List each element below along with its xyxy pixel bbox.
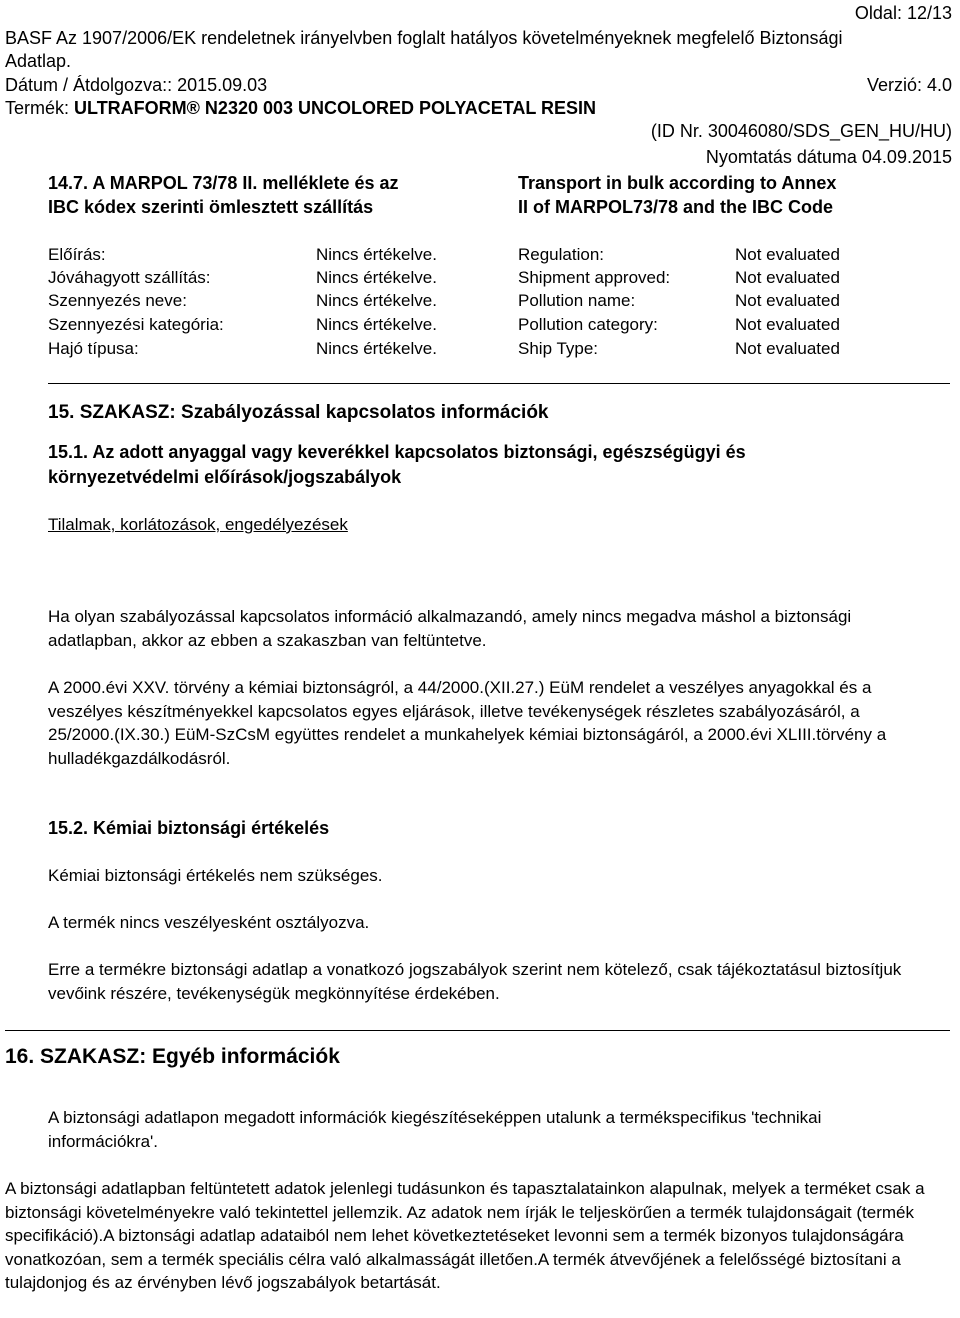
disclaimer-paragraph: A biztonsági adatlapban feltüntetett adatok jelenlegi tudásunkon és tapasztalatainkon alapulnak, melyek a terméket csak a biztonsági követelményekre való tekintettel jellemzik. Az adatok nem írják le teljeskörűen a termék tulajdonságait (termék specifikáció).A biztonsági adatlap adataiból nem lehet következtetéseket levonni sem a termék bizonyos tulajdonságára vonatkozóan, sem a termék speciális célra való alkalmasságát illetően.A termék átvevőjének a felelősségé biztosítani a tulajdonjog és az érvényben lévő jogszabályok betartását. [5, 1179, 925, 1292]
en-value: Not evaluated [735, 268, 840, 287]
header-id-number: (ID Nr. 30046080/SDS_GEN_HU/HU) [650, 121, 952, 141]
product-name: ULTRAFORM® N2320 003 UNCOLORED POLYACETAL RESIN [74, 98, 597, 118]
voluntary-sds-note: Erre a termékre biztonsági adatlap a vonatkozó jogszabályok szerint nem kötelező, csak tájékoztatásul biztosítjuk vevőink részére, tevékenységük megkönnyítése érdekében. [48, 960, 902, 1003]
subsection-15-1-title-1: 15.1. Az adott anyaggal vagy keverékkel kapcsolatos biztonsági, egészségügyi és [48, 442, 746, 462]
en-value: Not evaluated [735, 315, 840, 334]
en-label: Regulation: [518, 245, 605, 264]
section-16-divider [5, 1030, 950, 1031]
en-label: Pollution name: [518, 291, 636, 310]
header-line-2: Adatlap. [5, 51, 72, 71]
hu-label: Jóváhagyott szállítás: [48, 268, 211, 287]
marpol-heading-en-2: II of MARPOL73/78 and the IBC Code [518, 197, 834, 217]
header-product [5, 97, 596, 120]
en-value: Not evaluated [735, 339, 840, 358]
section-16-title: 16. SZAKASZ: Egyéb információk [5, 1045, 340, 1068]
hu-value: Nincs értékelve. [316, 245, 437, 264]
technical-info-note: A biztonsági adatlapon megadott információk kiegészítéseképpen utalunk a termékspecifikus 'technikai információkra'. [48, 1108, 822, 1151]
en-label: Pollution category: [518, 315, 658, 334]
hu-label: Szennyezés neve: [48, 291, 187, 310]
en-label: Shipment approved: [518, 268, 671, 287]
hu-label: Hajó típusa: [48, 339, 139, 358]
en-value: Not evaluated [735, 291, 840, 310]
en-label: Ship Type: [518, 339, 599, 358]
en-value: Not evaluated [735, 245, 840, 264]
section-15-divider [48, 383, 950, 384]
header-print-date: Nyomtatás dátuma 04.09.2015 [705, 147, 952, 167]
classification-note: A termék nincs veszélyesként osztályozva. [48, 913, 370, 932]
subsection-15-1-title-2: környezetvédelmi előírások/jogszabályok [48, 467, 402, 487]
section-15-title: 15. SZAKASZ: Szabályozással kapcsolatos információk [48, 402, 549, 423]
header-date: Dátum / Átdolgozva:: 2015.09.03 [5, 75, 268, 95]
marpol-heading-en-1: Transport in bulk according to Annex [518, 173, 837, 193]
regulation-note: Ha olyan szabályozással kapcsolatos információ alkalmazandó, amely nincs megadva máshol a biztonsági adatlapban, akkor az ebben a szakaszban van feltüntetve. [48, 607, 852, 650]
hu-value: Nincs értékelve. [316, 339, 437, 358]
marpol-heading-hu-2: IBC kódex szerinti ömlesztett szállítás [48, 197, 374, 217]
hu-label: Szennyezési kategória: [48, 315, 224, 334]
hu-value: Nincs értékelve. [316, 268, 437, 287]
page-number: Oldal: 12/13 [854, 3, 952, 23]
subsection-15-2-title: 15.2. Kémiai biztonsági értékelés [48, 818, 330, 838]
hu-value: Nincs értékelve. [316, 315, 437, 334]
legislation-list: A 2000.évi XXV. törvény a kémiai biztonságról, a 44/2000.(XII.27.) EüM rendelet a veszélyes anyagokkal és a veszélyes készítményekkel kapcsolatos egyes eljárások, illetve tevékenységek részletes szabályozásáról, a 25/2000.(IX.30.) EüM-SzCsM együttes rendelet a munkahelyek kémiai biztonságáról, a 2000.évi XLIII.törvény a hulladékgazdálkodásról. [48, 678, 887, 768]
restrictions-heading: Tilalmak, korlátozások, engedélyezések [48, 515, 348, 534]
marpol-heading-hu-1: 14.7. A MARPOL 73/78 II. melléklete és az [48, 173, 399, 193]
hu-label: Előírás: [48, 245, 106, 264]
chemical-safety-note: Kémiai biztonsági értékelés nem szükséges. [48, 866, 383, 885]
product-label: Termék: [5, 98, 70, 118]
header-line-1: BASF Az 1907/2006/EK rendeletnek irányelvben foglalt hatályos követelményeknek megfelelő Biztonsági [5, 28, 843, 48]
hu-value: Nincs értékelve. [316, 291, 437, 310]
header-version: Verzió: 4.0 [866, 75, 952, 95]
